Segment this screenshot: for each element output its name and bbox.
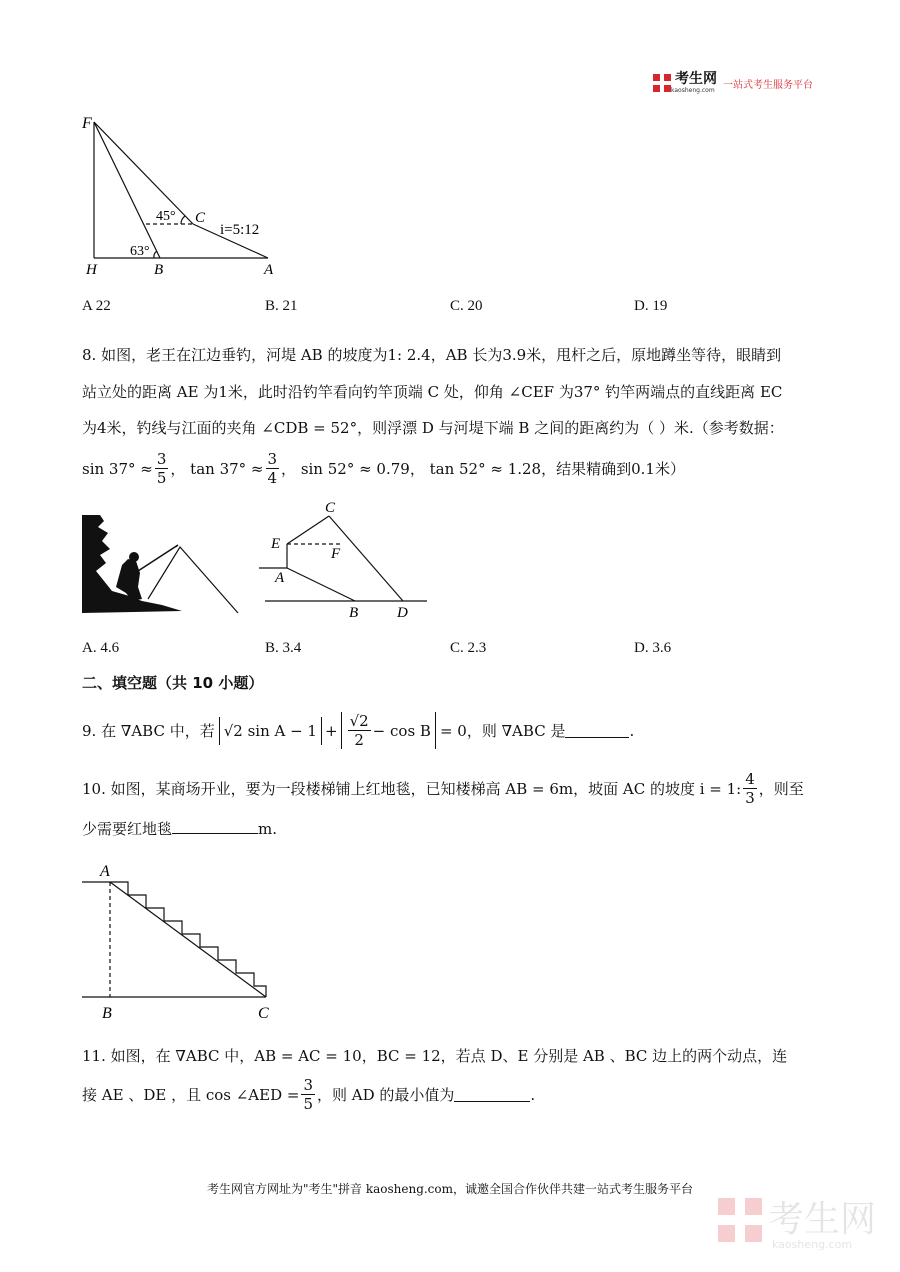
q10-frac-den: 3 — [745, 789, 755, 807]
header-logo — [653, 72, 813, 94]
q11-line2 — [82, 1076, 535, 1113]
watermark — [718, 1198, 876, 1251]
q10-line2-text: 少需要红地毯 — [82, 820, 173, 838]
q8-frac1-den: 5 — [156, 469, 167, 487]
q11-line2-end: . — [530, 1085, 536, 1104]
q7-label-63: 63° — [130, 244, 150, 259]
logo-name: 考生网 — [675, 71, 717, 87]
q7-figure — [78, 108, 298, 278]
q7-line-FC — [94, 122, 193, 224]
section2-title: 二、填空题（共 10 小题） — [82, 674, 264, 692]
q10-line2 — [82, 818, 277, 840]
q10-line1 — [82, 770, 804, 807]
q8-label-A: A — [275, 570, 285, 586]
q8-frac1 — [155, 450, 169, 487]
q9-line — [82, 712, 634, 749]
q8-bank-AB — [287, 568, 355, 601]
q8-line4 — [82, 450, 685, 487]
q8-line2: 站立处的距离 AE 为1米，此时沿钓竿看向钓竿顶端 C 处，仰角 ∠CEF 为37° 钓竿两端点的直线距离 EC — [82, 383, 783, 401]
page-footer: 考生网官方网址为"考生"拼音 kaosheng.com，诚邀全国合作伙伴共建一站式考生服务平台 — [206, 1182, 694, 1196]
logo-icon — [653, 74, 671, 92]
q11-line2-b: ，则 AD 的最小值为 — [317, 1085, 455, 1104]
q8-label-F: F — [331, 546, 341, 562]
q11-answer-blank[interactable] — [454, 1087, 530, 1102]
q9-abs2-tail: − cos B — [372, 721, 431, 740]
q10-figure — [78, 858, 278, 1024]
q7-label-F: F — [82, 115, 92, 132]
q7-option-c[interactable]: C. 20 — [450, 298, 483, 314]
q9-abs1: √2 sin A − 1 — [219, 717, 322, 745]
q8-rod-photo — [138, 545, 178, 571]
q7-label-45: 45° — [156, 209, 176, 224]
q11-frac-num: 3 — [303, 1076, 313, 1094]
q8-label-E: E — [271, 536, 281, 552]
q7-arc-45 — [181, 216, 185, 224]
q9-frac-num: √2 — [349, 712, 369, 730]
q10-line1-end: ，则至 — [758, 779, 804, 798]
q8-triangle-lines — [148, 547, 238, 613]
watermark-row — [718, 1198, 876, 1242]
q11-line2-a: 接 AE 、DE ，且 cos ∠AED = — [82, 1085, 300, 1104]
logo-slogan: 一站式考生服务平台 — [723, 79, 813, 91]
q11-frac — [301, 1076, 315, 1113]
q10-label-B: B — [102, 1005, 112, 1022]
watermark-text: 考生网 — [767, 1199, 876, 1240]
q10-frac — [743, 770, 757, 807]
q7-option-d[interactable]: D. 19 — [634, 298, 668, 314]
q7-label-H: H — [86, 262, 97, 278]
q8-label-B: B — [349, 605, 359, 621]
logo-text-block — [671, 72, 717, 94]
q7-arc-63 — [154, 251, 157, 258]
q8-label-C: C — [325, 500, 336, 516]
q9-plus: + — [324, 721, 338, 740]
q7-option-b[interactable]: B. 21 — [265, 298, 298, 314]
q11-line1: 11. 如图，在 ∇ABC 中，AB = AC = 10，BC = 12，若点 D、E 分别是 AB 、BC 边上的两个动点，连 — [82, 1047, 788, 1065]
q10-line2-end: m. — [258, 820, 278, 838]
q9-frac — [348, 712, 371, 749]
q10-label-A: A — [100, 863, 110, 880]
q8-option-d[interactable]: D. 3.6 — [634, 640, 672, 656]
q8-line4-c: ， sin 52° ≈ 0.79， tan 52° ≈ 1.28，结果精确到0.1米） — [281, 459, 685, 478]
q8-line4-a: sin 37° ≈ — [82, 459, 153, 478]
q9-abs2 — [341, 712, 436, 749]
q7-label-C: C — [195, 210, 206, 226]
q10-line1-text: 10. 如图，某商场开业，要为一段楼梯铺上红地毯，已知楼梯高 AB = 6m，坡面 AC 的坡度 i = 1: — [82, 779, 742, 798]
q8-figure — [255, 498, 435, 622]
q8-rod-EC — [287, 516, 329, 544]
q8-frac2 — [266, 450, 280, 487]
q7-label-slope: i=5:12 — [220, 222, 260, 238]
q7-label-A: A — [264, 262, 274, 278]
q8-frac1-num: 3 — [156, 450, 167, 468]
q8-label-D: D — [397, 605, 408, 621]
q8-line3: 为4米，钓线与江面的夹角 ∠CDB = 52°，则浮漂 D 与河堤下端 B 之间的距离约为（ ）米.（参考数据： — [82, 419, 784, 437]
q7-line-FB — [94, 122, 160, 258]
q9-frac-den: 2 — [354, 731, 364, 749]
q8-fisherman-image — [82, 515, 242, 615]
q9-prefix: 9. 在 ∇ABC 中，若 — [82, 721, 215, 740]
q9-end: . — [629, 721, 635, 740]
q11-frac-den: 5 — [303, 1095, 313, 1113]
q10-label-C: C — [258, 1005, 269, 1022]
q9-answer-blank[interactable] — [565, 723, 629, 738]
q8-frac2-num: 3 — [267, 450, 278, 468]
q10-slope-AC — [110, 882, 266, 997]
q8-line1: 8. 如图，老王在江边垂钓，河堤 AB 的坡度为1: 2.4，AB 长为3.9米，甩杆之后，原地蹲坐等待，眼睛到 — [82, 346, 782, 364]
watermark-logo-icon — [718, 1198, 762, 1242]
q8-option-b[interactable]: B. 3.4 — [265, 640, 302, 656]
q10-answer-blank[interactable] — [172, 819, 258, 834]
q8-person-head — [129, 552, 139, 562]
q8-option-c[interactable]: C. 2.3 — [450, 640, 487, 656]
q7-label-B: B — [154, 262, 164, 278]
q10-frac-num: 4 — [745, 770, 755, 788]
logo-sub: kaosheng.com — [671, 87, 715, 94]
q7-option-a[interactable]: A 22 — [82, 298, 111, 314]
q9-equals: = 0，则 ∇ABC 是 — [439, 721, 566, 740]
q8-frac2-den: 4 — [267, 469, 278, 487]
q8-line4-b: ， tan 37° ≈ — [170, 459, 264, 478]
q8-option-a[interactable]: A. 4.6 — [82, 640, 120, 656]
watermark-sub: kaosheng.com — [771, 1238, 853, 1251]
